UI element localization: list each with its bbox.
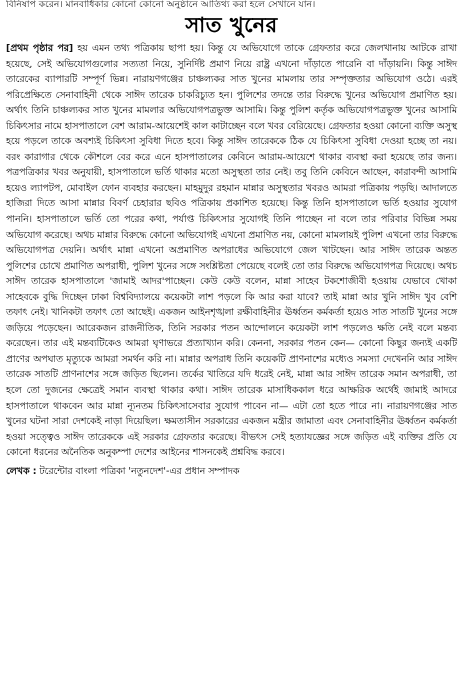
article-headline: সাত খুনের [185, 13, 278, 37]
article-body [6, 41, 457, 461]
article-text: হয় এমন তথ্য পত্রিকায় ছাপা হয়। কিন্তু যে অভিযোগে তাকে গ্রেফতার করে জেলখানায় আটকে রাখা হয়েছে, সেই অভিযোগগুলোর সত্যতা নিয়ে, সুনির্দিষ্ট প্রমাণ নিয়ে রাষ্ট্র এখনো দাঁড়াতে পারেনি বা দাঁড়ায়নি। কিন্তু সাঈদ তারেকের ব্যাপারটি সম্পূর্ণ ভিন্ন। নারায়ণগঞ্জের চাঞ্চল্যকর সাত খুনের মামলায় তার সম্পৃক্ততার অভিযোগ ওঠে। এরই পরিপ্রেক্ষিতে সেনাবাহিনী থেকে সাঈদ তারেক চাকরিচ্যুত হন। পুলিশের তদন্তে তার বিরুদ্ধে খুনের অভিযোগ প্রমাণিত হয়। অর্থাৎ তিনি চাঞ্চল্যকর সাত খুনের মামলার অভিযোগপত্রভুক্ত আসামি। কিন্তু পুলিশ কর্তৃক অভিযোগপত্রভুক্ত খুনের আসামি চিকিৎসার নামে হাসপাতালে বেশ আরাম-আয়েশেই কাল কাটাচ্ছেন বলে খবর বেরিয়েছে। গ্রেফতার হওয়া কোনো ব্যক্তি অসুস্থ হয়ে পড়লে তাকে অবশ্যই চিকিৎসা সুবিধা দিতে হবে। কিন্তু সাঈদ তারেককে ঠিক যে চিকিৎসা সুবিধা দেওয়া হচ্ছে তা নয়। বরং কারাগার থেকে কৌশলে বের করে এনে হাসপাতালের কেবিনে আরাম-আয়েশে থাকার ব্যবস্থা করা হয়েছে তার জন্য। পত্রপত্রিকার খবর অনুযায়ী, হাসপাতালে ভর্তি থাকার মতো অসুস্থতা তার নেই। তবু তিনি কেবিনে আছেন, কারাবন্দী আসামি হয়েও ল্যাপটপ, মোবাইল ফোন ব্যবহার করছেন। মাহমুদুর রহমান মান্নার অসুস্থতার খবরও আমরা পত্রিকায় পড়ছি। আদালতে হাজিরা দিতে আসা মান্নার বিবর্ণ চেহারার ছবিও পত্রিকায় প্রকাশিত হয়েছে। কিন্তু তিনি হাসপাতালে ভর্তি হওয়ার সুযোগ পাননি। হাসপাতালে ভর্তি তো পরের কথা, পর্যাপ্ত চিকিৎসার সুযোগই তিনি পাচ্ছেন না বলে তার পরিবার বিভিন্ন সময় অভিযোগ করেছে। অথচ মান্নার বিরুদ্ধে কোনো অভিযোগই এখনো প্রমাণিত নয়, কোনো মামলায়ই পুলিশ এখনো তার বিরুদ্ধে অভিযোগপত্র দেয়নি। অর্থাৎ মান্না এখনো অপ্রমাণিত অপরাধের অভিযোগে জেল খাটছেন। আর সাঈদ তারেক অন্তত পুলিশের চোখে প্রমাণিত অপরাধী, পুলিশ খুনের সঙ্গে সংশ্লিষ্টতা পেয়েছে বলেই তো তার বিরুদ্ধে অভিযোগপত্র দিয়েছে। অথচ সাঈদ তারেক হাসপাতালে 'জামাই আদর'পাচ্ছেন। কেউ কেউ বলেন, মান্না সাহেব টকশোজীবী হওয়ায় যেভাবে খোকা সাহেবকে বুদ্ধি দিচ্ছেন ঢাকা বিশ্ববিদ্যালয়ে কয়েকটা লাশ পড়লে কি আর করা যাবে? তাই মান্না আর খুনি সাঈদ খুব বেশি তফাৎ নেই। খানিকটা তফাৎ তো আছেই। একজন আইনশৃঙ্খলা রক্ষীবাহিনীর ঊর্ধ্বতন কর্মকর্তা হয়েও সাত সাতটি খুনের সঙ্গে জড়িয়ে পড়েছেন। আরেকজন রাজনীতিক, তিনি সরকার পতন আন্দোলনে কয়েকটা লাশ পড়লেও ক্ষতি নেই বলে মন্তব্য করেছেন। তার এই মন্তব্যটিকেও আমরা ঘৃণাভরে প্রত্যাখ্যান করি। কেননা, সরকার পতন কেন— কোনো কিছুর জন্যই একটি প্রাণের অপঘাত মৃত্যুকে আমরা সমর্থন করি না। মান্নার অপরাধ তিনি কয়েকটি প্রাণনাশের মধ্যেও সমস্যা দেখেননি আর সাঈদ তারেক সাতটি প্রাণনাশের সঙ্গে জড়িত ছিলেন। তর্কের খাতিরে যদি ধরেই নেই, মান্না আর সাঈদ তারেক সমান অপরাধী, তা হলে তো দুজনের ক্ষেত্রেই সমান ব্যবস্থা থাকার কথা। সাঈদ তারেক মাসাধিককাল ধরে আক্ষরিক অর্থেই জামাই আদরে হাসপাতালে থাকবেন আর মান্না ন্যূনতম চিকিৎসাসেবার সুযোগ পাবেন না— এটা তো হতে পারে না। নারায়ণগঞ্জের সাত খুনের ঘটনা সারা দেশকেই নাড়া দিয়েছিল। ক্ষমতাসীন সরকারের একজন মন্ত্রীর জামাতা এবং সেনাবাহিনীর ঊর্ধ্বতন কর্মকর্তা হওয়া সত্ত্বেও সাঈদ তারেককে এই সরকার গ্রেফতার করেছে। বীভৎস সেই হত্যাযজ্ঞের সঙ্গে জড়িত এই ব্যক্তির প্রতি যে কোনো ধরনের অনৈতিক অনুকম্পা দেশের আইনের শাসনকেই প্রশ্নবিদ্ধ করবে। [6, 43, 457, 459]
previous-column-fragment: বিনিষাপ করেন। মানবাধিকার কোনো কোনো অনুষ্ঠানে আতিথ্য করা হলে সেখানে যান। [6, 0, 316, 10]
byline-label: লেখক : [6, 465, 37, 477]
author-byline [6, 464, 457, 479]
continuation-tag: [প্রথম পৃষ্ঠার পর] [6, 43, 74, 54]
byline-text: টরেন্টোর বাংলা পত্রিকা 'নতুনদেশ'-এর প্রধান সম্পাদক [39, 465, 240, 477]
